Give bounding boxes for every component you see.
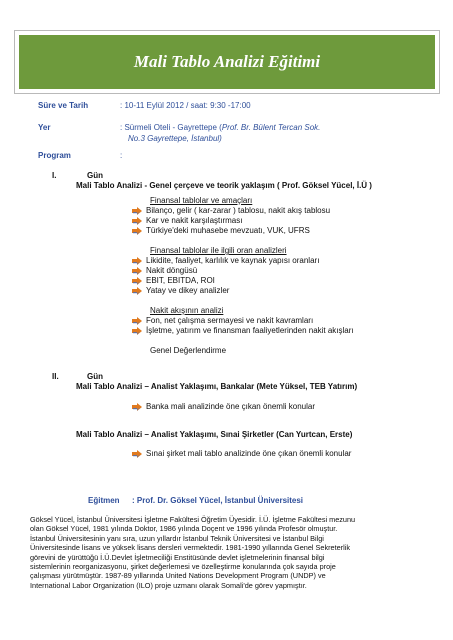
list-item-text: Kar ve nakit karşılaştırması — [146, 216, 243, 225]
list-item — [132, 256, 319, 266]
day1-heading: Mali Tablo Analizi - Genel çerçeve ve teorik yaklaşım ( Prof. Göksel Yücel, İ.Ü ) — [76, 181, 372, 190]
list-item-text: Bilanço, gelir ( kar-zarar ) tablosu, nakit akış tablosu — [146, 206, 331, 215]
day2-item1 — [132, 402, 315, 412]
program-value: : — [120, 151, 123, 160]
day2-heading2: Mali Tablo Analizi – Analist Yaklaşımı, Sınai Şirketler (Can Yurtcan, Erste) — [76, 430, 353, 439]
bio-line: İstanbul Üniversitesinin yanı sıra, uzun yıllardır İstanbul Teknik Üniversitesi ve İstanbul Bilgi — [30, 533, 324, 543]
bio-line: Üniversitesinde lisans ve yüksek lisans dersleri vermektedir. 1981-1990 yıllarında Genel Sekreterlik — [30, 543, 350, 553]
egitmen-value: : Prof. Dr. Göksel Yücel, İstanbul Üniversitesi — [132, 496, 304, 505]
list-item — [132, 276, 215, 286]
yer-value-line1: : Sürmeli Oteli - Gayrettepe (Prof. Br. Bülent Tercan Sok. — [120, 123, 321, 132]
list-item-text: EBIT, EBITDA, ROI — [146, 276, 215, 285]
program-label: Program — [38, 151, 71, 160]
sec3-title: Nakit akışının analizi — [150, 306, 224, 315]
list-item-text: Nakit döngüsü — [146, 266, 198, 275]
list-item-text: Fon, net çalışma sermayesi ve nakit kavramları — [146, 316, 314, 325]
list-item-text: Likidite, faaliyet, karlılık ve kaynak yapısı oranları — [146, 256, 320, 265]
arrow-bullet-icon — [132, 207, 142, 215]
list-item — [132, 316, 313, 326]
arrow-bullet-icon — [132, 217, 142, 225]
arrow-bullet-icon — [132, 227, 142, 235]
list-item — [132, 286, 229, 296]
day2-heading1: Mali Tablo Analizi – Analist Yaklaşımı, Bankalar (Mete Yüksel, TEB Yatırım) — [76, 382, 358, 391]
bio-line: olan Göksel Yücel, 1981 yılında Doktor, 1986 yılında Doçent ve 1996 yılında Profesör olmuştur. — [30, 524, 338, 534]
sec2-title: Finansal tablolar ile ilgili oran analizleri — [150, 246, 287, 255]
egitmen-label: Eğitmen — [88, 496, 120, 505]
title-banner — [19, 35, 435, 89]
day2-item1-text: Banka mali analizinde öne çıkan önemli konular — [146, 402, 315, 411]
arrow-bullet-icon — [132, 317, 142, 325]
arrow-bullet-icon — [132, 267, 142, 275]
sec1-title: Finansal tablolar ve amaçları — [150, 196, 253, 205]
arrow-bullet-icon — [132, 287, 142, 295]
title-banner-frame — [14, 30, 440, 94]
day2-label: Gün — [87, 372, 103, 381]
day1-closing: Genel Değerlendirme — [150, 346, 227, 355]
page-title: Mali Tablo Analizi Eğitimi — [133, 52, 321, 71]
list-item-text: Yatay ve dikey analizler — [146, 286, 230, 295]
arrow-bullet-icon — [132, 403, 142, 411]
bio-line: görevini de yürüttüğü İ.Ü.Devlet İşletmeciliği Enstitüsünde devlet işletmelerinin finansal bilgi — [30, 552, 325, 562]
day2-item2 — [132, 449, 351, 459]
day2-number: II. — [52, 372, 59, 381]
day1-number: I. — [52, 171, 57, 180]
list-item — [132, 266, 197, 276]
bio-line: International Labor Organization (ILO) proje uzmanı olarak Somali'de görev yapmıştır. — [30, 580, 307, 590]
arrow-bullet-icon — [132, 327, 142, 335]
bio-line: çalışması yürütmüştür. 1987-89 yıllarında United Nations Development Program (UNDP) ve — [30, 571, 326, 581]
yer-value-line2: No.3 Gayrettepe, İstanbul) — [128, 134, 222, 143]
yer-label: Yer — [38, 123, 51, 132]
arrow-bullet-icon — [132, 450, 142, 458]
arrow-bullet-icon — [132, 277, 142, 285]
arrow-bullet-icon — [132, 257, 142, 265]
list-item-text: İşletme, yatırım ve finansman faaliyetlerinden nakit akışları — [146, 326, 354, 335]
bio-line: Göksel Yücel, İstanbul Üniversitesi İşletme Fakültesi Öğretim Üyesidir. İ.Ü. İşletme Fakültesi mezunu — [30, 515, 356, 524]
list-item — [132, 206, 330, 216]
day2-item2-text: Sınai şirket mali tablo analizinde öne çıkan önemli konular — [146, 449, 352, 458]
day1-label: Gün — [87, 171, 103, 180]
list-item — [132, 226, 310, 236]
sure-label: Süre ve Tarih — [38, 101, 89, 110]
list-item — [132, 216, 242, 226]
list-item — [132, 326, 354, 336]
sure-value: : 10-11 Eylül 2012 / saat: 9:30 -17:00 — [120, 101, 251, 110]
bio-line: sistemlerinin reorganizasyonu, şirket değerlemesi ve özelleştirme konularında çok sayıda proje — [30, 562, 336, 571]
list-item-text: Türkiye'deki muhasebe mevzuatı, VUK, UFRS — [146, 226, 310, 235]
